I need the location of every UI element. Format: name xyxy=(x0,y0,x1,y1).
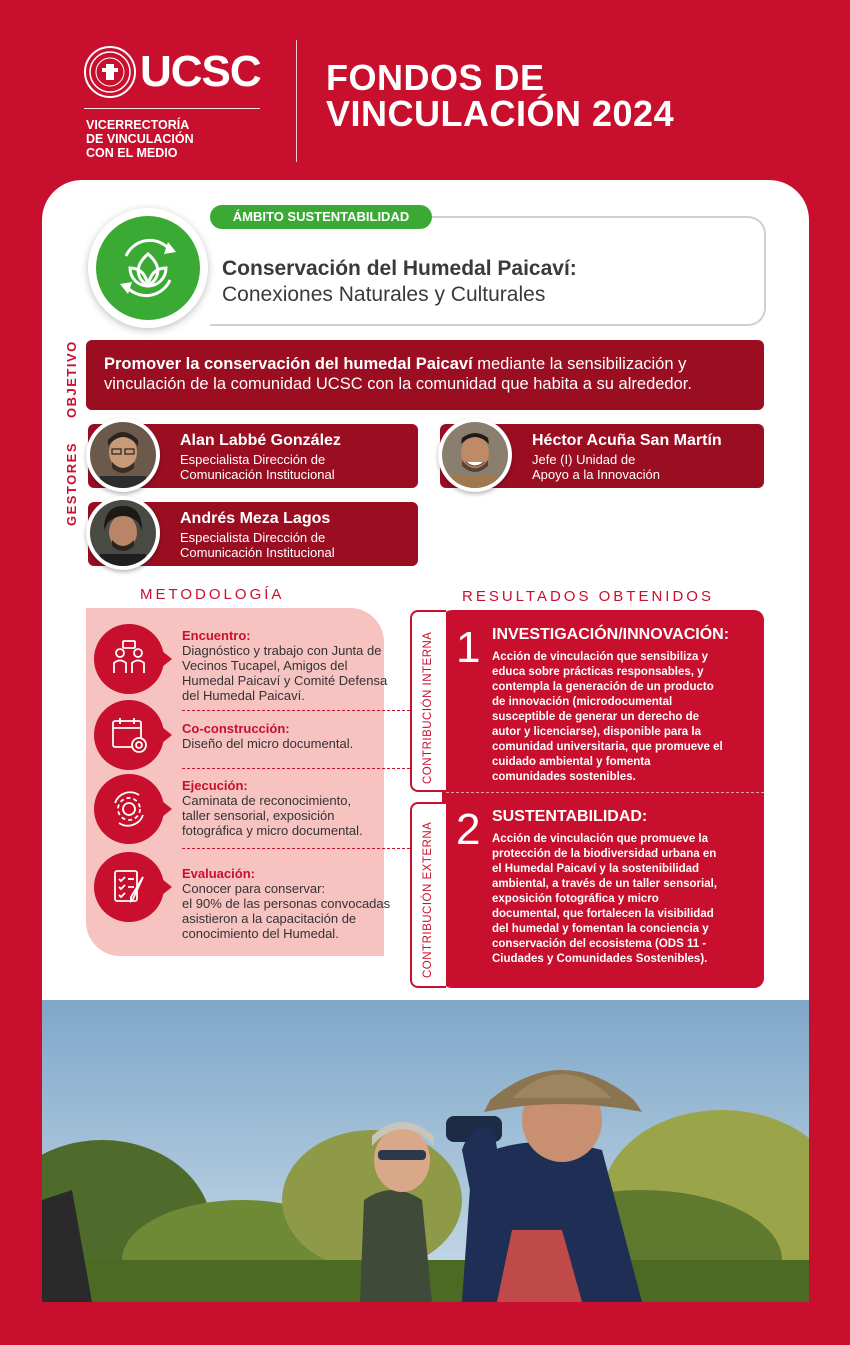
field-trip-photo xyxy=(42,1000,809,1302)
result-line: Acción de vinculación que promueve la xyxy=(492,833,709,845)
vice-line: VICERRECTORÍA xyxy=(86,118,190,132)
role-line: Comunicación Institucional xyxy=(180,545,335,560)
project-title-main: Conservación del Humedal Paicaví: xyxy=(222,257,577,280)
result-line: comunidad universitaria, que promueve el xyxy=(492,741,723,753)
result-line: Acción de vinculación que sensibiliza y xyxy=(492,651,709,663)
result-line: exposición fotográfica y micro xyxy=(492,893,659,905)
step-title: Encuentro: xyxy=(182,628,251,643)
contribucion-interna-tab xyxy=(410,610,446,792)
calendar-target-icon xyxy=(94,700,164,770)
step-divider xyxy=(182,768,410,769)
step-line: Humedal Paicaví y Comité Defensa xyxy=(182,673,388,688)
result-line: cuidado ambiental y fomenta xyxy=(492,756,651,768)
step-title: Co-construcción: xyxy=(182,721,290,736)
step-line: taller sensorial, exposición xyxy=(182,808,335,823)
gestor-card xyxy=(440,424,764,488)
gestores-label: GESTORES xyxy=(64,441,79,526)
vice-line: DE VINCULACIÓN xyxy=(86,132,194,146)
result-line: de innovación (microdocumental xyxy=(492,696,673,708)
logo-divider xyxy=(84,108,260,109)
step-line: Diagnóstico y trabajo con Junta de xyxy=(182,643,382,658)
university-seal-icon xyxy=(84,46,136,98)
step-text xyxy=(182,721,410,751)
step-line: Diseño del micro documental. xyxy=(182,736,354,751)
sustainability-badge xyxy=(88,208,208,328)
avatar xyxy=(86,418,160,492)
gestor-role xyxy=(180,452,335,482)
meeting-icon xyxy=(94,624,164,694)
gestor-name: Andrés Meza Lagos xyxy=(180,510,331,527)
objetivo-bold: Promover la conservación del humedal Paicaví xyxy=(104,355,473,373)
result-line: ambiental, a través de un taller sensorial, xyxy=(492,878,717,890)
step-text xyxy=(182,778,410,838)
gear-cycle-icon xyxy=(94,774,164,844)
step-line: el 90% de las personas convocadas xyxy=(182,896,391,911)
gestor-card xyxy=(88,424,418,488)
result-line: educa sobre prácticas responsables, y xyxy=(492,666,704,678)
objetivo-text: mediante la sensibilización y vinculación de la comunidad UCSC con la comunidad que habita a su alrededor. xyxy=(104,355,692,393)
title-line: FONDOS DE xyxy=(326,57,545,98)
result-line: protección de la biodiversidad urbana en xyxy=(492,848,717,860)
vice-line: CON EL MEDIO xyxy=(86,146,178,160)
project-subtitle: Conexiones Naturales y Culturales xyxy=(222,283,546,306)
step-divider xyxy=(182,710,410,711)
project-title xyxy=(222,256,577,308)
vicerrectoria-label xyxy=(86,118,286,160)
result-line: del humedal y fomentan la conciencia y xyxy=(492,923,709,935)
step-title: Evaluación: xyxy=(182,866,255,881)
role-line: Comunicación Institucional xyxy=(180,467,335,482)
metodologia-heading: METODOLOGÍA xyxy=(140,586,285,603)
step-line: Caminata de reconocimiento, xyxy=(182,793,352,808)
gestor-name: Héctor Acuña San Martín xyxy=(532,432,722,449)
result-number: 2 xyxy=(456,805,481,854)
result-line: contempla la generación de un producto xyxy=(492,681,714,693)
result-line: susceptible de generar un derecho de xyxy=(492,711,700,723)
role-line: Jefe (I) Unidad de xyxy=(532,452,636,467)
content-card xyxy=(42,180,809,1302)
result-line: autor y licenciarse), disponible para la xyxy=(492,726,701,738)
gestor-role xyxy=(532,452,660,482)
page-title xyxy=(326,57,675,134)
step-line: Conocer para conservar: xyxy=(182,881,326,896)
step-text xyxy=(182,628,410,703)
contribucion-externa-tab xyxy=(410,802,446,988)
checklist-icon xyxy=(94,852,164,922)
step-line: conocimiento del Humedal. xyxy=(182,926,339,941)
title-line: VINCULACIÓN 2024 xyxy=(326,93,675,134)
step-text xyxy=(182,866,410,941)
gestor-role xyxy=(180,530,335,560)
result-line: conservación del ecosistema (ODS 11 - xyxy=(492,938,707,950)
result-number: 1 xyxy=(456,623,481,672)
tab-label: CONTRIBUCIÓN INTERNA xyxy=(422,631,434,784)
result-line: documental, que fortalecen la visibilidad xyxy=(492,908,714,920)
sustainability-leaf-icon xyxy=(96,216,200,320)
result-title: SUSTENTABILIDAD: xyxy=(492,808,648,825)
result-block xyxy=(492,808,758,967)
role-line: Especialista Dirección de xyxy=(180,530,326,545)
brand-name: UCSC xyxy=(140,47,261,96)
step-divider xyxy=(182,848,410,849)
step-line: fotográfica y micro documental. xyxy=(182,823,363,838)
objetivo-label: OBJETIVO xyxy=(64,340,79,418)
result-line: el Humedal Paicaví y la sostenibilidad xyxy=(492,863,700,875)
step-line: del Humedal Paicaví. xyxy=(182,688,305,703)
gestor-name: Alan Labbé González xyxy=(180,432,341,449)
resultados-heading: RESULTADOS OBTENIDOS xyxy=(462,588,714,605)
objetivo-box xyxy=(86,340,764,410)
result-title: INVESTIGACIÓN/INNOVACIÓN: xyxy=(492,626,730,643)
result-block xyxy=(492,626,758,785)
avatar xyxy=(86,496,160,570)
header-divider xyxy=(296,40,297,162)
result-line: Ciudades y Comunidades Sostenibles). xyxy=(492,953,708,965)
step-line: asistieron a la capacitación de xyxy=(182,911,357,926)
resultados-divider xyxy=(446,792,764,793)
ambito-badge: ÁMBITO SUSTENTABILIDAD xyxy=(210,205,432,229)
avatar xyxy=(438,418,512,492)
gestor-card xyxy=(88,502,418,566)
tab-label: CONTRIBUCIÓN EXTERNA xyxy=(422,821,434,978)
step-line: Vecinos Tucapel, Amigos del xyxy=(182,658,348,673)
result-line: comunidades sostenibles. xyxy=(492,771,636,783)
role-line: Especialista Dirección de xyxy=(180,452,326,467)
role-line: Apoyo a la Innovación xyxy=(532,467,660,482)
step-title: Ejecución: xyxy=(182,778,248,793)
